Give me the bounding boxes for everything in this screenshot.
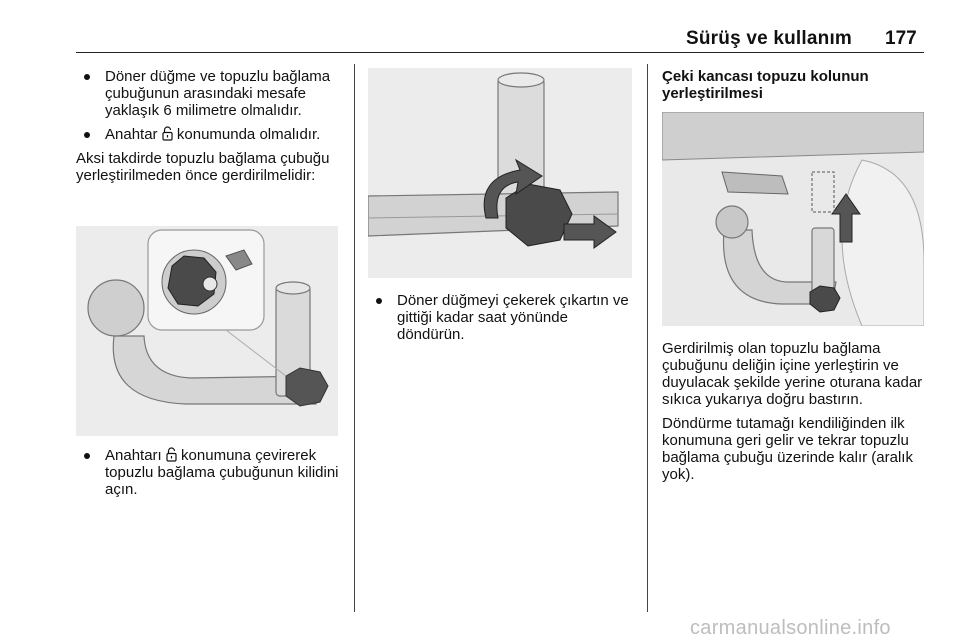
- paragraph: Aksi takdirde topuzlu bağlama çubuğu yerleştirilmeden önce gerdirilmelidir:: [76, 150, 330, 184]
- page-number: 177: [885, 28, 917, 49]
- page-header-title: Sürüş ve kullanım: [686, 28, 853, 49]
- bullet-text-start: Anahtar: [105, 126, 162, 143]
- figure-hitch-key: [76, 226, 338, 436]
- column-1-text: [76, 68, 344, 191]
- lock-open-icon: [166, 447, 177, 462]
- column-divider-1: [354, 64, 355, 612]
- bullet-item: [76, 126, 344, 143]
- bullet-text-end: konumuna çevirerek topuzlu bağlama çubuğunun kilidini açın.: [105, 447, 339, 498]
- column-3-heading: [662, 68, 924, 109]
- bullet-item: [76, 447, 344, 498]
- bullet-dot: [84, 453, 90, 459]
- column-divider-2: [647, 64, 648, 612]
- bullet-dot: [84, 74, 90, 80]
- paragraph: Döndürme tutamağı kendiliğinden ilk konumuna geri gelir ve tekrar topuzlu bağlama çubuğu üzerinde kalır (aralık yok).: [662, 415, 913, 483]
- bullet-item: [76, 68, 344, 119]
- bullet-dot: [376, 298, 382, 304]
- column-1-lower-text: [76, 447, 344, 505]
- insert-bar-illustration: [662, 112, 924, 326]
- knob-rotation-illustration: [368, 68, 632, 278]
- bullet-dot: [84, 132, 90, 138]
- tow-hitch-illustration: [76, 226, 338, 436]
- figure-knob-rotate: [368, 68, 632, 278]
- paragraph: Gerdirilmiş olan topuzlu bağlama çubuğunu deliğin içine yerleştirin ve duyulacak şekilde yerine oturana kadar sıkıca yukarıya doğru bastırın.: [662, 340, 923, 408]
- watermark: carmanualsonline.info: [690, 617, 891, 639]
- figure-insert-bar: [662, 112, 924, 326]
- header-divider: [76, 52, 924, 53]
- bullet-text-start: Anahtarı: [105, 447, 166, 464]
- bullet-text-end: konumunda olmalıdır.: [172, 126, 321, 143]
- column-2-text: [368, 292, 636, 350]
- section-heading: Çeki kancası topuzu kolunun yerleştirilmesi: [662, 68, 869, 102]
- bullet-text: Döner düğmeyi çekerek çıkartın ve gittiği kadar saat yönünde döndürün.: [397, 292, 629, 343]
- column-3-text: [662, 340, 930, 490]
- lock-open-icon: [162, 126, 173, 141]
- bullet-item: [368, 292, 636, 343]
- bullet-text: Döner düğme ve topuzlu bağlama çubuğunun arasındaki mesafe yaklaşık 6 milimetre olmalıdır.: [105, 68, 331, 119]
